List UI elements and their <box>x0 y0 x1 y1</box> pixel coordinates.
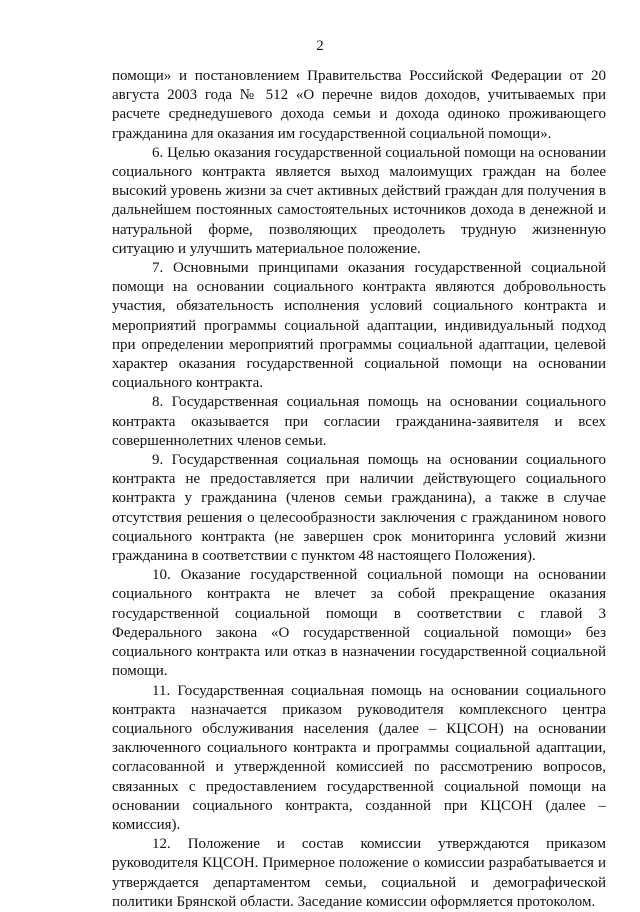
paragraph-8: 8. Государственная социальная помощь на основании социального контракта оказывается при согласии гражданина-заявителя и всех совершеннолетних членов семьи. <box>112 394 606 449</box>
paragraph-7: 7. Основными принципами оказания государственной социальной помощи на основании социального контракта являются добровольность участия, обязательность исполнения условий социального контракта и мероприятий программы социальной адаптации, индивидуальный подход при определении мероприятий программы социальной адаптации, целевой характер оказания государственной социальной помощи на основании социального контракта. <box>112 260 606 392</box>
paragraph-6: 6. Целью оказания государственной социальной помощи на основании социального контракта является выход малоимущих граждан на более высокий уровень жизни за счет активных действий граждан для получения в дальнейшем постоянных самостоятельных источников дохода в денежной и натуральной форме, позволяющих преодолеть трудную жизненную ситуацию и улучшить материальное положение. <box>112 144 606 257</box>
page-number: 2 <box>316 38 324 54</box>
paragraph-continuation: помощи» и постановлением Правительства Российской Федерации от 20 августа 2003 года № 512 «О перечне видов доходов, учитываемых при расчете среднедушевого дохода семьи и дохода одиноко проживающего гражданина для оказания им государственной социальной помощи». <box>112 68 606 142</box>
paragraph-9: 9. Государственная социальная помощь на основании социального контракта не предоставляется при наличии действующего социального контракта у гражданина (членов семьи гражданина), а также в случае отсутствия решения о целесообразности заключения с гражданином нового социального контракта (не завершен срок мониторинга условий жизни гражданина в соответствии с пунктом 48 настоящего Положения). <box>112 452 606 565</box>
paragraph-10: 10. Оказание государственной социальной помощи на основании социального контракта не влечет за собой прекращение оказания государственной социальной помощи в соответствии с главой 3 Федерального закона «О государственной социальной помощи» без социального контракта или отказ в назначении государственной социальной помощи. <box>112 567 606 680</box>
paragraph-12: 12. Положение и состав комиссии утверждаются приказом руководителя КЦСОН. Примерное положение о комиссии разрабатывается и утверждается департаментом семьи, социальной и демографической политики Брянской области. Заседание комиссии оформляется протоколом. <box>112 836 606 910</box>
document-body <box>112 67 606 912</box>
paragraph-11: 11. Государственная социальная помощь на основании социального контракта назначается приказом руководителя комплексного центра социального обслуживания населения (далее – КЦСОН) на основании заключенного социального контракта и программы социальной адаптации, согласованной и утвержденной комиссией по рассмотрению вопросов, связанных с предоставлением государственной социальной помощи на основании социального контракта, созданной при КЦСОН (далее – комиссия). <box>112 682 606 833</box>
